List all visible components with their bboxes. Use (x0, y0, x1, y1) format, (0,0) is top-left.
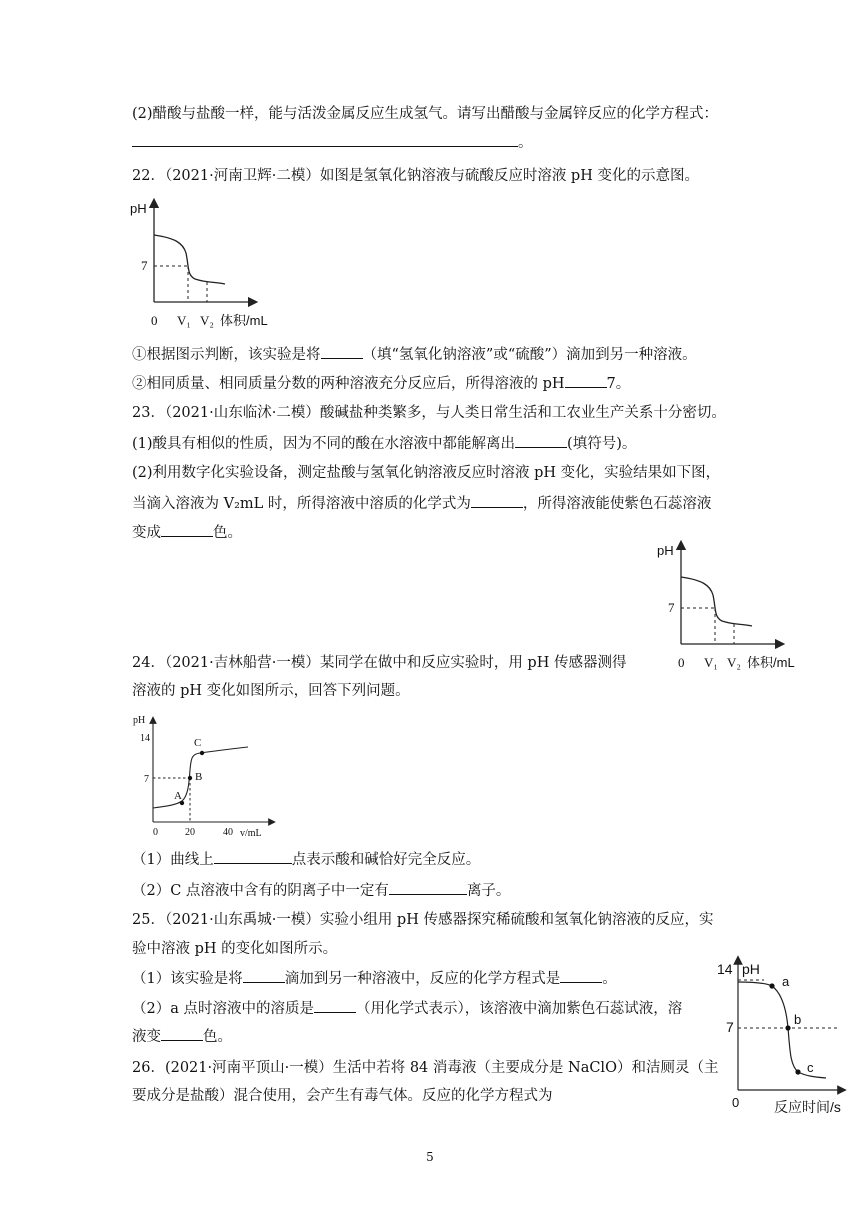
x-axis-label: 反应时间/s (774, 1099, 841, 1115)
y-mark: 7 (141, 258, 148, 273)
answer-blank[interactable] (161, 522, 213, 537)
x-tick: 0 (153, 827, 158, 838)
answer-blank[interactable] (161, 1026, 203, 1041)
answer-blank[interactable] (389, 880, 467, 895)
y-axis-label: pH (130, 201, 147, 216)
x-tick: 20 (185, 827, 195, 838)
x-axis-label: 体积/mL (747, 655, 795, 670)
point-c-marker (200, 751, 204, 755)
point-b-marker (188, 776, 192, 780)
q23-part1: (1)酸具有相似的性质，因为不同的酸在水溶液中都能解离出 (填符号)。 (132, 433, 636, 454)
point-label: a (782, 974, 790, 989)
q25-part2-l2: 液变 色。 (132, 1026, 232, 1047)
point-label: c (807, 1060, 814, 1075)
q22-part1: ①根据图示判断，该实验是将 （填“氢氧化钠溶液”或“硫酸”）滴加到另一种溶液。 (132, 344, 697, 365)
point-c-marker (795, 1069, 800, 1074)
q25-part1: （1）该实验是将 滴加到另一种溶液中，反应的化学方程式是 。 (132, 968, 617, 989)
y-axis-label: pH (133, 715, 146, 726)
answer-blank[interactable] (314, 998, 356, 1013)
x-tick: V₁ (177, 313, 191, 328)
q23-part2-l3: 变成 色。 (132, 522, 242, 543)
answer-blank[interactable] (214, 849, 292, 864)
q25-stem-l1: 25．（2021·山东禹城·一模）实验小组用 pH 传感器探究稀硫酸和氢氧化钠溶液的反应，实 (132, 912, 714, 928)
q21-part2-text: (2)醋酸与盐酸一样，能与活泼金属反应生成氢气。请写出醋酸与金属锌反应的化学方程式： (132, 106, 719, 122)
answer-blank[interactable] (243, 968, 285, 983)
y-mark: 7 (668, 600, 675, 615)
answer-blank[interactable] (321, 344, 363, 359)
q25-stem-l2: 验中溶液 pH 的变化如图所示。 (132, 941, 338, 957)
x-tick: V₂ (200, 313, 214, 328)
origin: 0 (732, 1095, 740, 1110)
x-axis-label: v/mL (240, 828, 262, 839)
q25-part2: （2）a 点时溶液中的溶质是 （用化学式表示），该溶液中滴加紫色石蕊试液，溶 (132, 998, 682, 1019)
q23-part2-l1: (2)利用数字化实验设备，测定盐酸与氢氧化钠溶液反应时溶液 pH 变化，实验结果如下图， (132, 465, 721, 481)
point-label: B (195, 771, 203, 783)
y-tick: 14 (140, 733, 150, 744)
q24-stem-l2: 溶液的 pH 变化如图所示，回答下列问题。 (132, 683, 410, 699)
q26-stem-l1: 26．(2021·河南平顶山·一模）生活中若将 84 消毒液（主要成分是 NaClO）和洁厕灵（主 (132, 1060, 719, 1076)
answer-blank[interactable] (565, 373, 607, 388)
answer-blank[interactable] (560, 968, 602, 983)
q21-answer-line: 。 (132, 132, 533, 153)
y-tick: 7 (144, 774, 149, 785)
answer-blank[interactable] (471, 493, 523, 508)
q24-ph-figure (130, 708, 280, 842)
point-label: C (194, 737, 202, 749)
x-axis-label: 体积/mL (220, 313, 268, 328)
q21-part2 (132, 104, 718, 124)
q23-ph-figure (652, 537, 812, 677)
ph-curve (681, 577, 752, 626)
point-label: b (794, 1012, 802, 1027)
y-tick: 14 (717, 961, 733, 977)
page-number: 5 (426, 1150, 434, 1164)
origin: 0 (151, 313, 158, 328)
q24-stem-l1: 24．（2021·吉林船营·一模）某同学在做中和反应实验时，用 pH 传感器测得 (132, 655, 627, 671)
origin: 0 (678, 655, 685, 670)
point-a-marker (769, 983, 774, 988)
q24-part1: （1）曲线上 点表示酸和碱恰好完全反应。 (132, 849, 480, 870)
answer-blank[interactable] (132, 132, 518, 147)
q22-part2: ②相同质量、相同质量分数的两种溶液充分反应后，所得溶液的 pH 7。 (132, 373, 630, 394)
point-b-marker (785, 1025, 790, 1030)
x-tick: V₂ (727, 655, 741, 670)
ph-curve (154, 235, 225, 284)
x-tick: V₁ (704, 655, 718, 670)
q24-part2: （2）C 点溶液中含有的阴离子中一定有 离子。 (132, 880, 510, 901)
answer-blank[interactable] (515, 433, 567, 448)
q25-ph-figure (714, 950, 854, 1115)
q22-ph-figure (125, 195, 285, 335)
x-tick: 40 (223, 827, 233, 838)
q23-part2-l2: 当滴入溶液为 V₂mL 时，所得溶液中溶质的化学式为 ，所得溶液能使紫色石蕊溶液 (132, 493, 711, 514)
q26-stem-l2: 要成分是盐酸）混合使用，会产生有毒气体。反应的化学方程式为 (132, 1088, 553, 1104)
y-axis-label: pH (657, 543, 674, 558)
q22-stem: 22．（2021·河南卫辉·二模）如图是氢氧化钠溶液与硫酸反应时溶液 pH 变化的示意图。 (132, 168, 699, 184)
y-tick: 7 (726, 1019, 734, 1035)
q23-stem: 23．（2021·山东临沭·二模）酸碱盐种类繁多，与人类日常生活和工农业生产关系十分密切。 (132, 405, 726, 421)
y-axis-label: pH (742, 961, 760, 977)
point-label: A (174, 790, 182, 802)
